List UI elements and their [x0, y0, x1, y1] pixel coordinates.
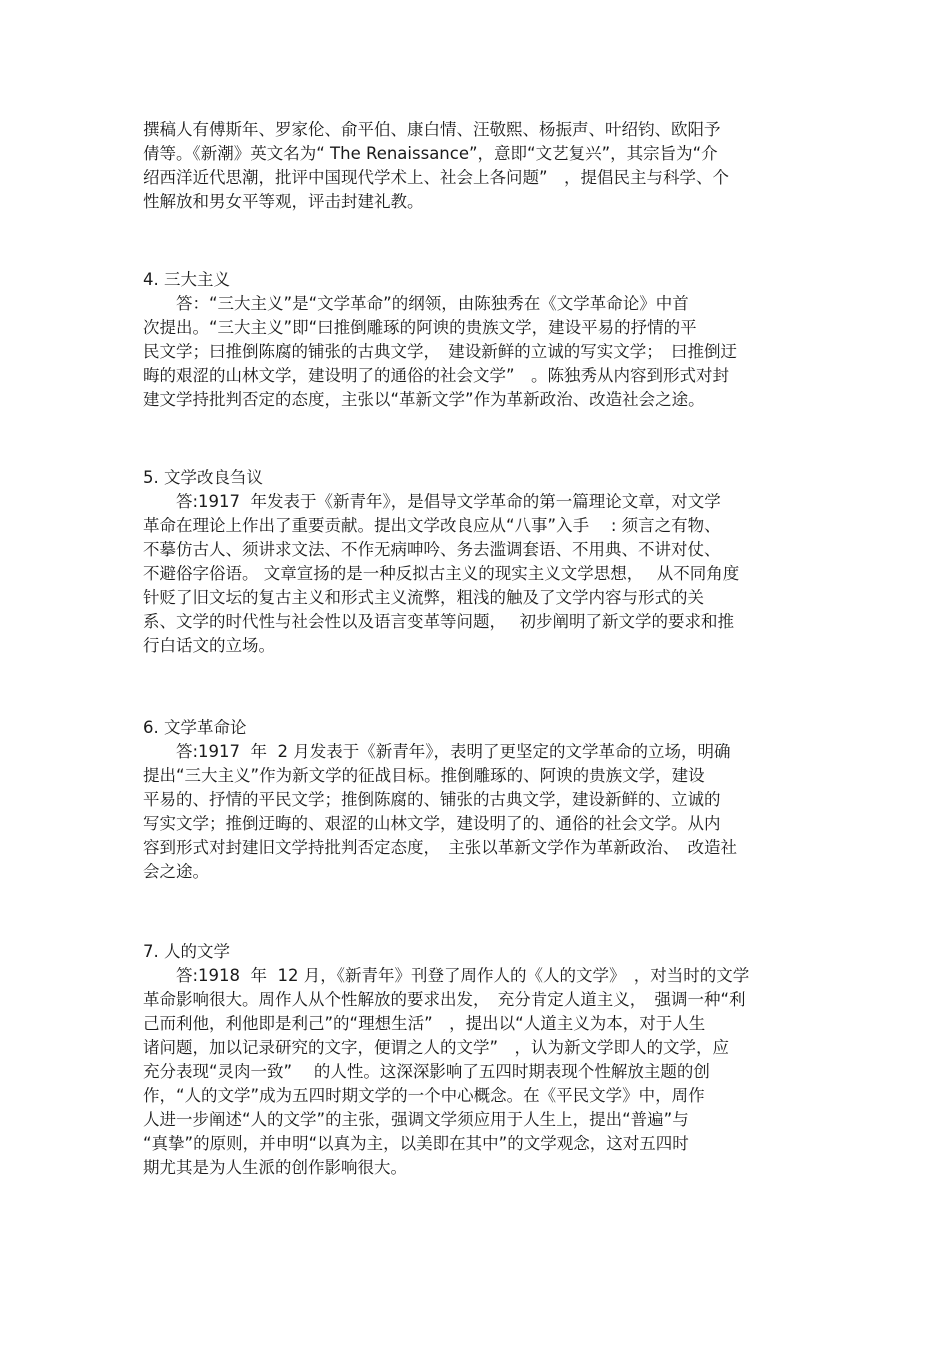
text-line: 撰稿人有傅斯年、罗家伦、俞平伯、康白情、汪敬熙、杨振声、叶绍钧、欧阳予: [143, 120, 721, 139]
text-line: 革命影响很大。周作人从个性解放的要求出发， 充分肯定人道主义， 强调一种“利: [143, 990, 746, 1009]
section-heading: 7. 人的文学: [143, 942, 230, 961]
text-line: 不避俗字俗语。 文章宣扬的是一种反拟古主义的现实主义文学思想， 从不同角度: [143, 564, 740, 583]
text-line: 容到形式对封建旧文学持批判否定态度， 主张以革新文学作为革新政治、 改造社: [143, 838, 737, 857]
text-line: 革命在理论上作出了重要贡献。提出文学改良应从“八事”入手 : 须言之有物、: [143, 516, 721, 535]
text-line: 建文学持批判否定的态度，主张以“革新文学”作为革新政治、改造社会之途。: [143, 390, 705, 409]
intro-paragraph: [143, 118, 823, 214]
text-line: 答:1917 年 2 月发表于《新青年》，表明了更坚定的文学革命的立场，明确: [143, 742, 731, 761]
section-ren-de-wen-xue: [143, 940, 823, 1180]
text-line: 次提出。“三大主义”即“曰推倒雕琢的阿谀的贵族文学，建设平易的抒情的平: [143, 318, 697, 337]
text-line: 行白话文的立场。: [143, 636, 275, 655]
text-line: 作，“人的文学”成为五四时期文学的一个中心概念。在《平民文学》中，周作: [143, 1086, 705, 1105]
text-line: 己而利他，利他即是利己”的“理想生活” ，提出以“人道主义为本，对于人生: [143, 1014, 706, 1033]
section-wen-xue-ge-ming-lun: [143, 716, 823, 884]
text-line: 不摹仿古人、须讲求文法、不作无病呻吟、务去滥调套语、不用典、不讲对仗、: [143, 540, 721, 559]
text-line: 会之途。: [143, 862, 209, 881]
text-line: 晦的艰涩的山林文学，建设明了的通俗的社会文学” 。陈独秀从内容到形式对封: [143, 366, 730, 385]
section-heading: 6. 文学革命论: [143, 718, 247, 737]
text-line: 答:1918 年 12 月，《新青年》刊登了周作人的《人的文学》 ，对当时的文学: [143, 966, 750, 985]
text-line: 诸问题，加以记录研究的文字，便谓之人的文学” ，认为新文学即人的文学，应: [143, 1038, 730, 1057]
text-line: 人进一步阐述“人的文学”的主张，强调文学须应用于人生上，提出“普遍”与: [143, 1110, 689, 1129]
text-line: 答：“三大主义”是“文学革命”的纲领，由陈独秀在《文学革命论》中首: [143, 294, 689, 313]
text-line: 写实文学；推倒迂晦的、艰涩的山林文学，建设明了的、通俗的社会文学。从内: [143, 814, 721, 833]
text-line: 系、文学的时代性与社会性以及语言变革等问题， 初步阐明了新文学的要求和推: [143, 612, 734, 631]
section-heading: 4. 三大主义: [143, 270, 230, 289]
text-line: 提出“三大主义”作为新文学的征战目标。推倒雕琢的、阿谀的贵族文学，建设: [143, 766, 705, 785]
text-line: 民文学；曰推倒陈腐的铺张的古典文学， 建设新鲜的立诚的写实文学； 曰推倒迂: [143, 342, 737, 361]
text-line: 性解放和男女平等观，评击封建礼教。: [143, 192, 424, 211]
text-line: 倩等。《新潮》英文名为“ The Renaissance”，意即“文艺复兴”，其宗旨为“介: [143, 144, 718, 163]
text-line: 答:1917 年发表于《新青年》，是倡导文学革命的第一篇理论文章，对文学: [143, 492, 721, 511]
text-line: 充分表现“灵肉一致” 的人性。这深深影响了五四时期表现个性解放主题的创: [143, 1062, 710, 1081]
text-line: 针贬了旧文坛的复古主义和形式主义流弊，粗浅的触及了文学内容与形式的关: [143, 588, 704, 607]
text-line: 绍西洋近代思潮，批评中国现代学术上、社会上各问题” ，提倡民主与科学、个: [143, 168, 730, 187]
text-line: 平易的、抒情的平民文学；推倒陈腐的、铺张的古典文学，建设新鲜的、立诚的: [143, 790, 721, 809]
text-line: “真挚”的原则，并申明“以真为主，以美即在其中”的文学观念，这对五四时: [143, 1134, 689, 1153]
text-line: 期尤其是为人生派的创作影响很大。: [143, 1158, 407, 1177]
section-wen-xue-gai-liang: [143, 466, 823, 658]
section-san-da-zhu-yi: [143, 268, 823, 412]
section-heading: 5. 文学改良刍议: [143, 468, 263, 487]
